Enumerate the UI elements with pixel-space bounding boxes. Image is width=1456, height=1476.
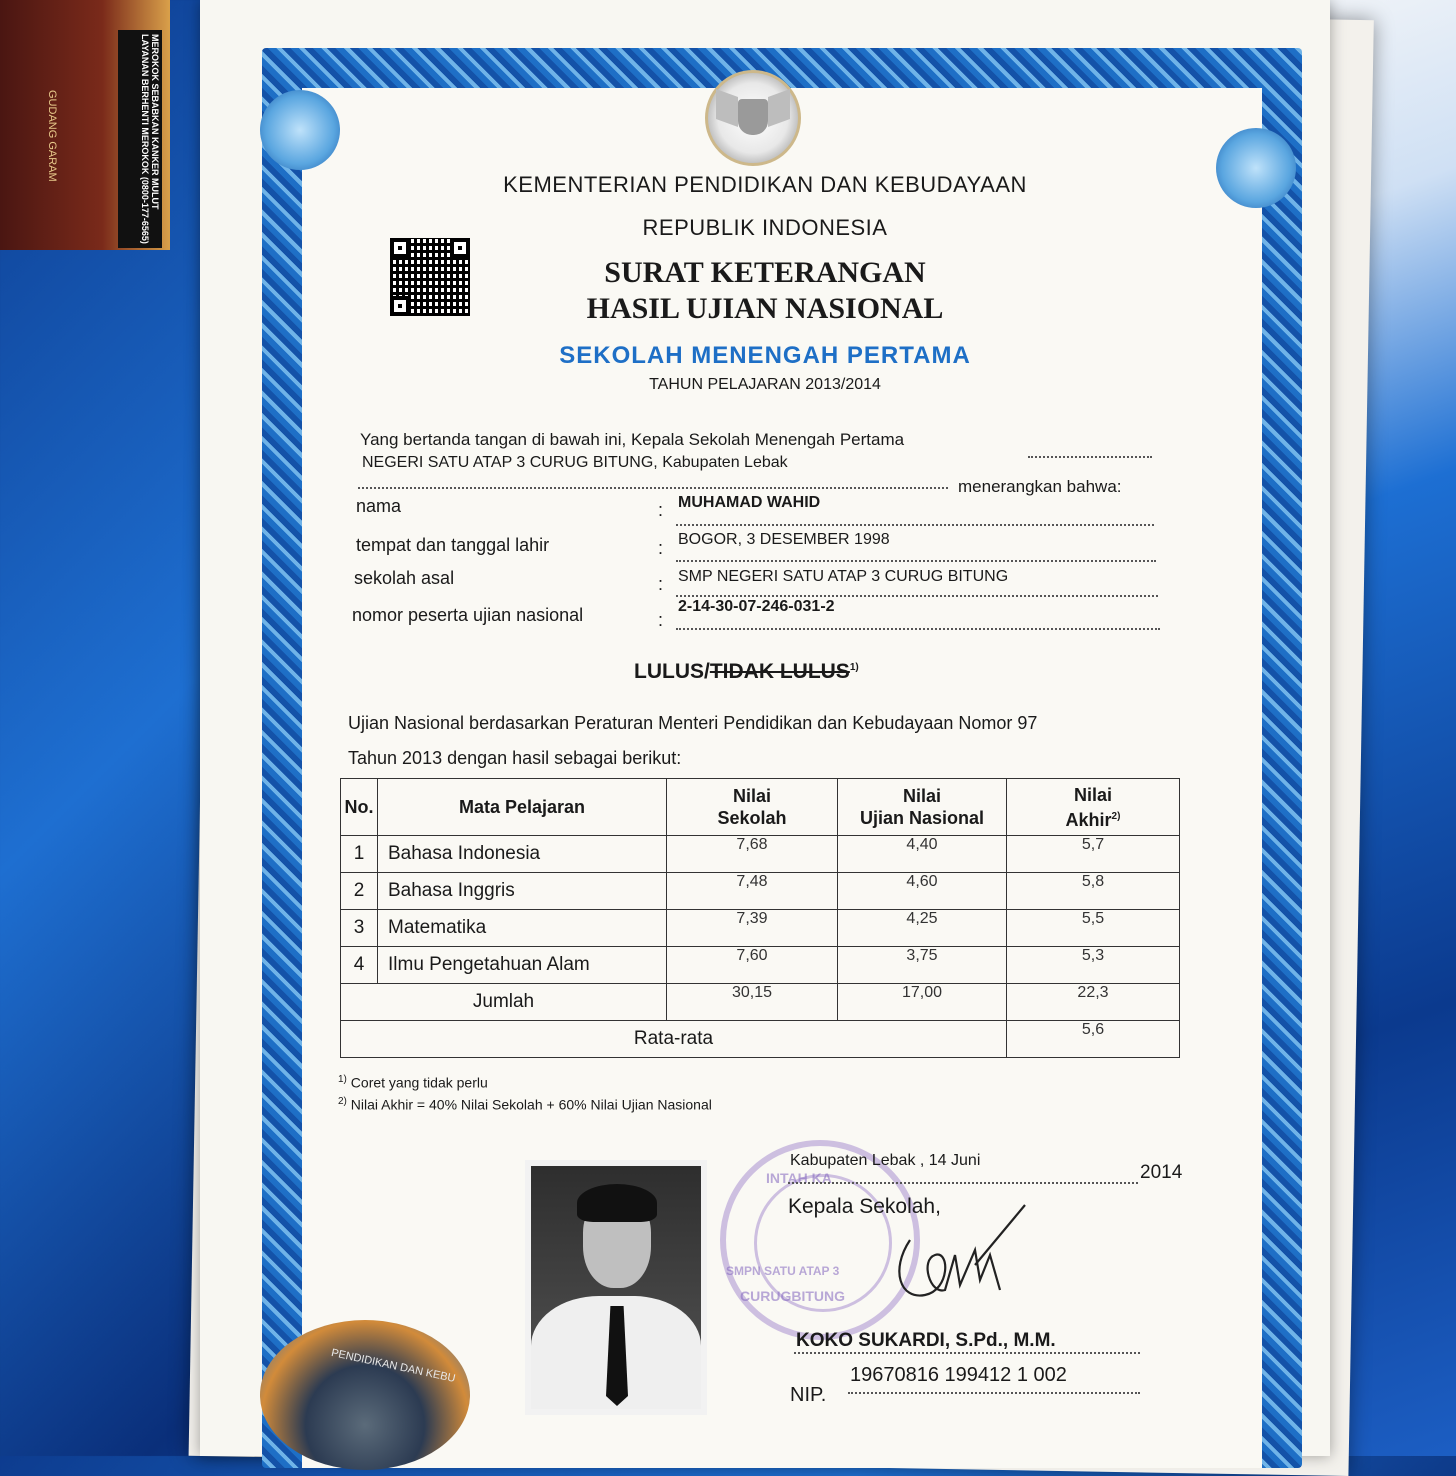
dotted-line <box>676 524 1154 526</box>
row-final-score: 5,5 <box>1007 910 1180 947</box>
cigarette-pack <box>0 0 170 250</box>
field-colon: : <box>658 538 664 558</box>
pack-warning-text <box>118 30 162 248</box>
field-label-exam-number: nomor peserta ujian nasional <box>352 605 584 625</box>
principal-name: KOKO SUKARDI, S.Pd., M.M. <box>796 1330 1056 1351</box>
field-value-birth: BOGOR, 3 DESEMBER 1998 <box>678 531 890 548</box>
row-subject: Bahasa Indonesia <box>378 836 667 873</box>
average-label: Rata-rata <box>341 1021 1007 1058</box>
stamp-text-top: INTAH KA <box>766 1170 832 1186</box>
table-row <box>341 873 1180 910</box>
dotted-line <box>794 1352 1140 1354</box>
table-row <box>341 910 1180 947</box>
stamp-text-mid: SMPN SATU ATAP 3 <box>726 1264 840 1278</box>
header-national-score <box>838 779 1007 836</box>
signature-position: Kepala Sekolah, <box>788 1195 941 1218</box>
row-no: 2 <box>341 873 378 910</box>
row-school-score: 7,39 <box>667 910 838 947</box>
total-school: 30,15 <box>667 984 838 1021</box>
field-label-name: nama <box>356 496 402 516</box>
header-national-2: Ujian Nasional <box>859 808 985 828</box>
header-final-1: Nilai <box>1073 784 1112 805</box>
pack-warning-line1: MEROKOK SEBABKAN KANKER MULUT <box>150 34 160 210</box>
row-no: 3 <box>341 910 378 947</box>
row-subject: Matematika <box>378 910 667 947</box>
header-no: No. <box>341 779 378 836</box>
dotted-line <box>676 560 1156 562</box>
footnote-1-text: Coret yang tidak perlu <box>350 1074 488 1091</box>
field-label-birth: tempat dan tanggal lahir <box>356 535 550 555</box>
result-status <box>634 660 859 684</box>
row-national-score: 3,75 <box>838 947 1007 984</box>
garuda-emblem-icon <box>705 70 801 166</box>
field-colon: : <box>658 574 664 594</box>
row-final-score: 5,8 <box>1007 873 1180 910</box>
dotted-line <box>676 628 1160 630</box>
embossed-seal <box>260 1320 470 1470</box>
signature-icon <box>880 1200 1030 1310</box>
field-value-name: MUHAMAD WAHID <box>678 494 821 511</box>
footnote-2 <box>338 1096 712 1113</box>
place-date: Kabupaten Lebak , 14 Juni <box>790 1152 981 1169</box>
row-national-score: 4,60 <box>838 873 1007 910</box>
field-value-school: SMP NEGERI SATU ATAP 3 CURUG BITUNG <box>678 568 1009 585</box>
title-line2: HASIL UJIAN NASIONAL <box>586 292 944 325</box>
seal-text: PENDIDIKAN DAN KEBU <box>330 1346 457 1386</box>
header-school-1: Nilai <box>732 786 771 806</box>
certificate-paper <box>200 0 1330 1456</box>
average-value: 5,6 <box>1007 1021 1180 1058</box>
dotted-line <box>788 1182 1138 1184</box>
table-row <box>341 947 1180 984</box>
header-final-ref: 2) <box>1111 810 1121 822</box>
ministry-line1: KEMENTERIAN PENDIDIKAN DAN KEBUDAYAAN <box>503 172 1027 197</box>
academic-year: TAHUN PELAJARAN 2013/2014 <box>649 376 881 393</box>
dotted-line <box>1028 456 1152 458</box>
title-line1: SURAT KETERANGAN <box>604 256 926 289</box>
header-national-1: Nilai <box>902 786 941 806</box>
corner-ornament-tl <box>260 90 340 170</box>
dotted-line <box>676 595 1158 597</box>
row-school-score: 7,48 <box>667 873 838 910</box>
table-row <box>341 836 1180 873</box>
row-subject: Bahasa Inggris <box>378 873 667 910</box>
row-no: 1 <box>341 836 378 873</box>
result-footnote-ref: 1) <box>849 662 859 673</box>
legal-line2: Tahun 2013 dengan hasil sebagai berikut: <box>348 748 682 768</box>
signature-year: 2014 <box>1140 1162 1183 1183</box>
header-final-2: Akhir <box>1065 809 1112 830</box>
field-colon: : <box>658 610 664 630</box>
header-subject: Mata Pelajaran <box>378 779 667 836</box>
field-value-exam-number: 2-14-30-07-246-031-2 <box>678 598 835 615</box>
pack-warning-line2: LAYANAN BERHENTI MEROKOK (0800-177-6565) <box>140 34 150 244</box>
row-school-score: 7,68 <box>667 836 838 873</box>
stamp-text-low: CURUGBITUNG <box>740 1288 845 1304</box>
intro-line2: NEGERI SATU ATAP 3 CURUG BITUNG, Kabupaten Lebak <box>362 454 788 471</box>
footnote-2-ref: 2) <box>338 1096 347 1107</box>
total-final: 22,3 <box>1007 984 1180 1021</box>
grades-table <box>340 778 1180 1058</box>
footnote-1-ref: 1) <box>338 1074 347 1085</box>
header-school-2: Sekolah <box>717 808 787 828</box>
footnote-2-text: Nilai Akhir = 40% Nilai Sekolah + 60% Nilai Ujian Nasional <box>350 1096 712 1113</box>
row-no: 4 <box>341 947 378 984</box>
table-total-row <box>341 984 1180 1021</box>
header-school-score <box>667 779 838 836</box>
intro-line1: Yang bertanda tangan di bawah ini, Kepala Sekolah Menengah Pertama <box>360 430 905 449</box>
dotted-line <box>848 1392 1140 1394</box>
student-photo <box>525 1160 707 1415</box>
intro-line3: menerangkan bahwa: <box>958 477 1122 496</box>
row-subject: Ilmu Pengetahuan Alam <box>378 947 667 984</box>
result-tidak-lulus: TIDAK LULUS <box>709 660 850 683</box>
footnote-1 <box>338 1074 488 1091</box>
row-final-score: 5,7 <box>1007 836 1180 873</box>
field-label-school: sekolah asal <box>354 568 455 588</box>
table-header-row <box>341 779 1180 836</box>
total-label: Jumlah <box>341 984 667 1021</box>
nip-value: 19670816 199412 1 002 <box>850 1364 1067 1386</box>
row-national-score: 4,25 <box>838 910 1007 947</box>
result-lulus: LULUS/ <box>634 660 710 683</box>
school-level: SEKOLAH MENENGAH PERTAMA <box>559 342 971 369</box>
ministry-line2: REPUBLIK INDONESIA <box>642 215 888 240</box>
nip-label: NIP. <box>790 1384 827 1406</box>
dotted-line <box>358 487 948 489</box>
total-national: 17,00 <box>838 984 1007 1021</box>
table-average-row <box>341 1021 1180 1058</box>
header-final-score <box>1007 779 1180 836</box>
row-national-score: 4,40 <box>838 836 1007 873</box>
row-final-score: 5,3 <box>1007 947 1180 984</box>
legal-line1: Ujian Nasional berdasarkan Peraturan Menteri Pendidikan dan Kebudayaan Nomor 97 <box>348 713 1038 733</box>
row-school-score: 7,60 <box>667 947 838 984</box>
pack-brand: GUDANG GARAM <box>46 90 58 182</box>
field-colon: : <box>658 500 664 520</box>
